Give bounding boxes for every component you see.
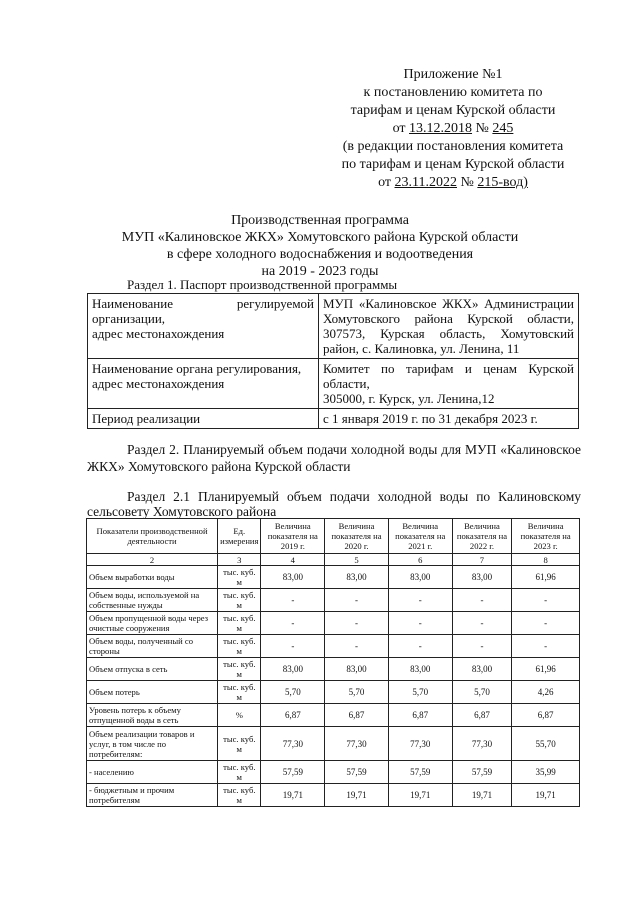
table-row [87, 704, 580, 727]
passport-label: Период реализации [88, 409, 319, 429]
value-cell: 83,00 [452, 566, 512, 589]
value-cell: 57,59 [261, 761, 325, 784]
column-number: 6 [388, 554, 452, 566]
appendix-block [322, 66, 584, 192]
column-number: 8 [512, 554, 580, 566]
value-cell: 83,00 [452, 658, 512, 681]
value-cell: 6,87 [261, 704, 325, 727]
value-cell: 83,00 [325, 566, 389, 589]
appendix-line: тарифам и ценам Курской области [350, 103, 556, 118]
table-row [87, 589, 580, 612]
water-supply-table [86, 518, 580, 807]
column-number: 7 [452, 554, 512, 566]
appendix-line: Приложение №1 [403, 67, 503, 82]
column-number: 3 [218, 554, 261, 566]
value-cell: 83,00 [261, 658, 325, 681]
value-cell: - [388, 635, 452, 658]
indicator-name: Объем воды, используемой на собственные нужды [87, 589, 218, 612]
passport-table [87, 293, 579, 429]
passport-label: Наименование регулируемой организации, адрес местонахождения [88, 294, 319, 359]
value-cell: 55,70 [512, 727, 580, 761]
column-number-row [87, 554, 580, 566]
indicator-name: Уровень потерь к объему отпущенной воды в сеть [87, 704, 218, 727]
value-cell: - [325, 635, 389, 658]
passport-label: Наименование органа регулирования, адрес местонахождения [88, 359, 319, 409]
value-cell: 57,59 [388, 761, 452, 784]
unit-cell: тыс. куб. м [218, 761, 261, 784]
unit-cell: тыс. куб. м [218, 612, 261, 635]
section1-title: Раздел 1. Паспорт производственной программы [127, 277, 398, 292]
value-cell: - [325, 612, 389, 635]
unit-cell: % [218, 704, 261, 727]
table-row [87, 658, 580, 681]
value-cell: 5,70 [325, 681, 389, 704]
value-cell: - [512, 589, 580, 612]
value-cell: 19,71 [512, 784, 580, 807]
resolution-date: 13.12.2018 [409, 121, 473, 136]
revision-date: 23.11.2022 [394, 175, 457, 190]
value-cell: - [261, 635, 325, 658]
value-cell: 57,59 [452, 761, 512, 784]
table-header-row [87, 519, 580, 554]
program-title: Производственная программа МУП «Калиновское ЖКХ» Хомутовского района Курской области в сфере холодного водоснабжения и водоотведения на 2019 - 2023 годы [121, 213, 519, 279]
unit-cell: тыс. куб. м [218, 727, 261, 761]
passport-value: с 1 января 2019 г. по 31 декабря 2023 г. [319, 409, 579, 429]
value-cell: 77,30 [261, 727, 325, 761]
column-header: Величина показателя на 2022 г. [452, 519, 512, 554]
value-cell: 4,26 [512, 681, 580, 704]
appendix-line: к постановлению комитета по [363, 85, 543, 100]
column-header: Величина показателя на 2019 г. [261, 519, 325, 554]
column-header: Показатели производственной деятельности [87, 519, 218, 554]
indicator-name: - бюджетным и прочим потребителям [87, 784, 218, 807]
passport-row [88, 294, 579, 359]
column-number: 2 [87, 554, 218, 566]
indicator-name: Объем выработки воды [87, 566, 218, 589]
value-cell: - [512, 635, 580, 658]
unit-cell: тыс. куб. м [218, 566, 261, 589]
table-row [87, 635, 580, 658]
section2-title: Раздел 2. Планируемый объем подачи холодной воды для МУП «Калиновское ЖКХ» Хомутовского района Курской области [87, 442, 581, 474]
value-cell: 77,30 [452, 727, 512, 761]
value-cell: 5,70 [452, 681, 512, 704]
value-cell: 6,87 [452, 704, 512, 727]
value-cell: 19,71 [388, 784, 452, 807]
appendix-line: от 23.11.2022 № 215-вод) [378, 175, 528, 190]
indicator-name: Объем потерь [87, 681, 218, 704]
value-cell: - [452, 589, 512, 612]
passport-row [88, 409, 579, 429]
indicator-name: Объем реализации товаров и услуг, в том числе по потребителям: [87, 727, 218, 761]
revision-number: 215-вод) [477, 175, 528, 190]
value-cell: 6,87 [325, 704, 389, 727]
value-cell: - [261, 612, 325, 635]
appendix-line: от 13.12.2018 № 245 [392, 121, 514, 136]
unit-cell: тыс. куб. м [218, 589, 261, 612]
indicator-name: - населению [87, 761, 218, 784]
unit-cell: тыс. куб. м [218, 784, 261, 807]
column-header: Ед. измерения [218, 519, 261, 554]
value-cell: 19,71 [325, 784, 389, 807]
value-cell: 19,71 [452, 784, 512, 807]
value-cell: - [452, 612, 512, 635]
indicator-name: Объем отпуска в сеть [87, 658, 218, 681]
table-row [87, 727, 580, 761]
resolution-number: 245 [492, 121, 514, 136]
value-cell: 77,30 [388, 727, 452, 761]
unit-cell: тыс. куб. м [218, 635, 261, 658]
value-cell: - [512, 612, 580, 635]
value-cell: 5,70 [261, 681, 325, 704]
column-number: 4 [261, 554, 325, 566]
value-cell: 6,87 [388, 704, 452, 727]
value-cell: - [325, 589, 389, 612]
value-cell: - [388, 612, 452, 635]
column-header: Величина показателя на 2023 г. [512, 519, 580, 554]
appendix-line: по тарифам и ценам Курской области [341, 157, 565, 172]
column-header: Величина показателя на 2021 г. [388, 519, 452, 554]
value-cell: 77,30 [325, 727, 389, 761]
unit-cell: тыс. куб. м [218, 658, 261, 681]
value-cell: - [452, 635, 512, 658]
table-row [87, 784, 580, 807]
appendix-line: (в редакции постановления комитета [342, 139, 564, 154]
value-cell: 5,70 [388, 681, 452, 704]
column-number: 5 [325, 554, 389, 566]
value-cell: 83,00 [388, 566, 452, 589]
table-row [87, 566, 580, 589]
passport-value: МУП «Калиновское ЖКХ» Администрации Хомутовского района Курской области, 307573, Курская область, Хомутовский район, с. Калиновка, ул. Ленина, 11 [319, 294, 579, 359]
value-cell: 83,00 [388, 658, 452, 681]
table-row [87, 612, 580, 635]
value-cell: 19,71 [261, 784, 325, 807]
value-cell: 61,96 [512, 566, 580, 589]
value-cell: - [261, 589, 325, 612]
value-cell: 35,99 [512, 761, 580, 784]
section21-title: Раздел 2.1 Планируемый объем подачи холодной воды по Калиновскому сельсовету Хомутовского района [87, 489, 581, 519]
value-cell: - [388, 589, 452, 612]
indicator-name: Объем воды, полученный со стороны [87, 635, 218, 658]
table-row [87, 761, 580, 784]
unit-cell: тыс. куб. м [218, 681, 261, 704]
column-header: Величина показателя на 2020 г. [325, 519, 389, 554]
passport-value: Комитет по тарифам и ценам Курской области, 305000, г. Курск, ул. Ленина,12 [319, 359, 579, 409]
passport-row [88, 359, 579, 409]
value-cell: 6,87 [512, 704, 580, 727]
value-cell: 57,59 [325, 761, 389, 784]
value-cell: 83,00 [261, 566, 325, 589]
value-cell: 61,96 [512, 658, 580, 681]
table-row [87, 681, 580, 704]
value-cell: 83,00 [325, 658, 389, 681]
indicator-name: Объем пропущенной воды через очистные сооружения [87, 612, 218, 635]
